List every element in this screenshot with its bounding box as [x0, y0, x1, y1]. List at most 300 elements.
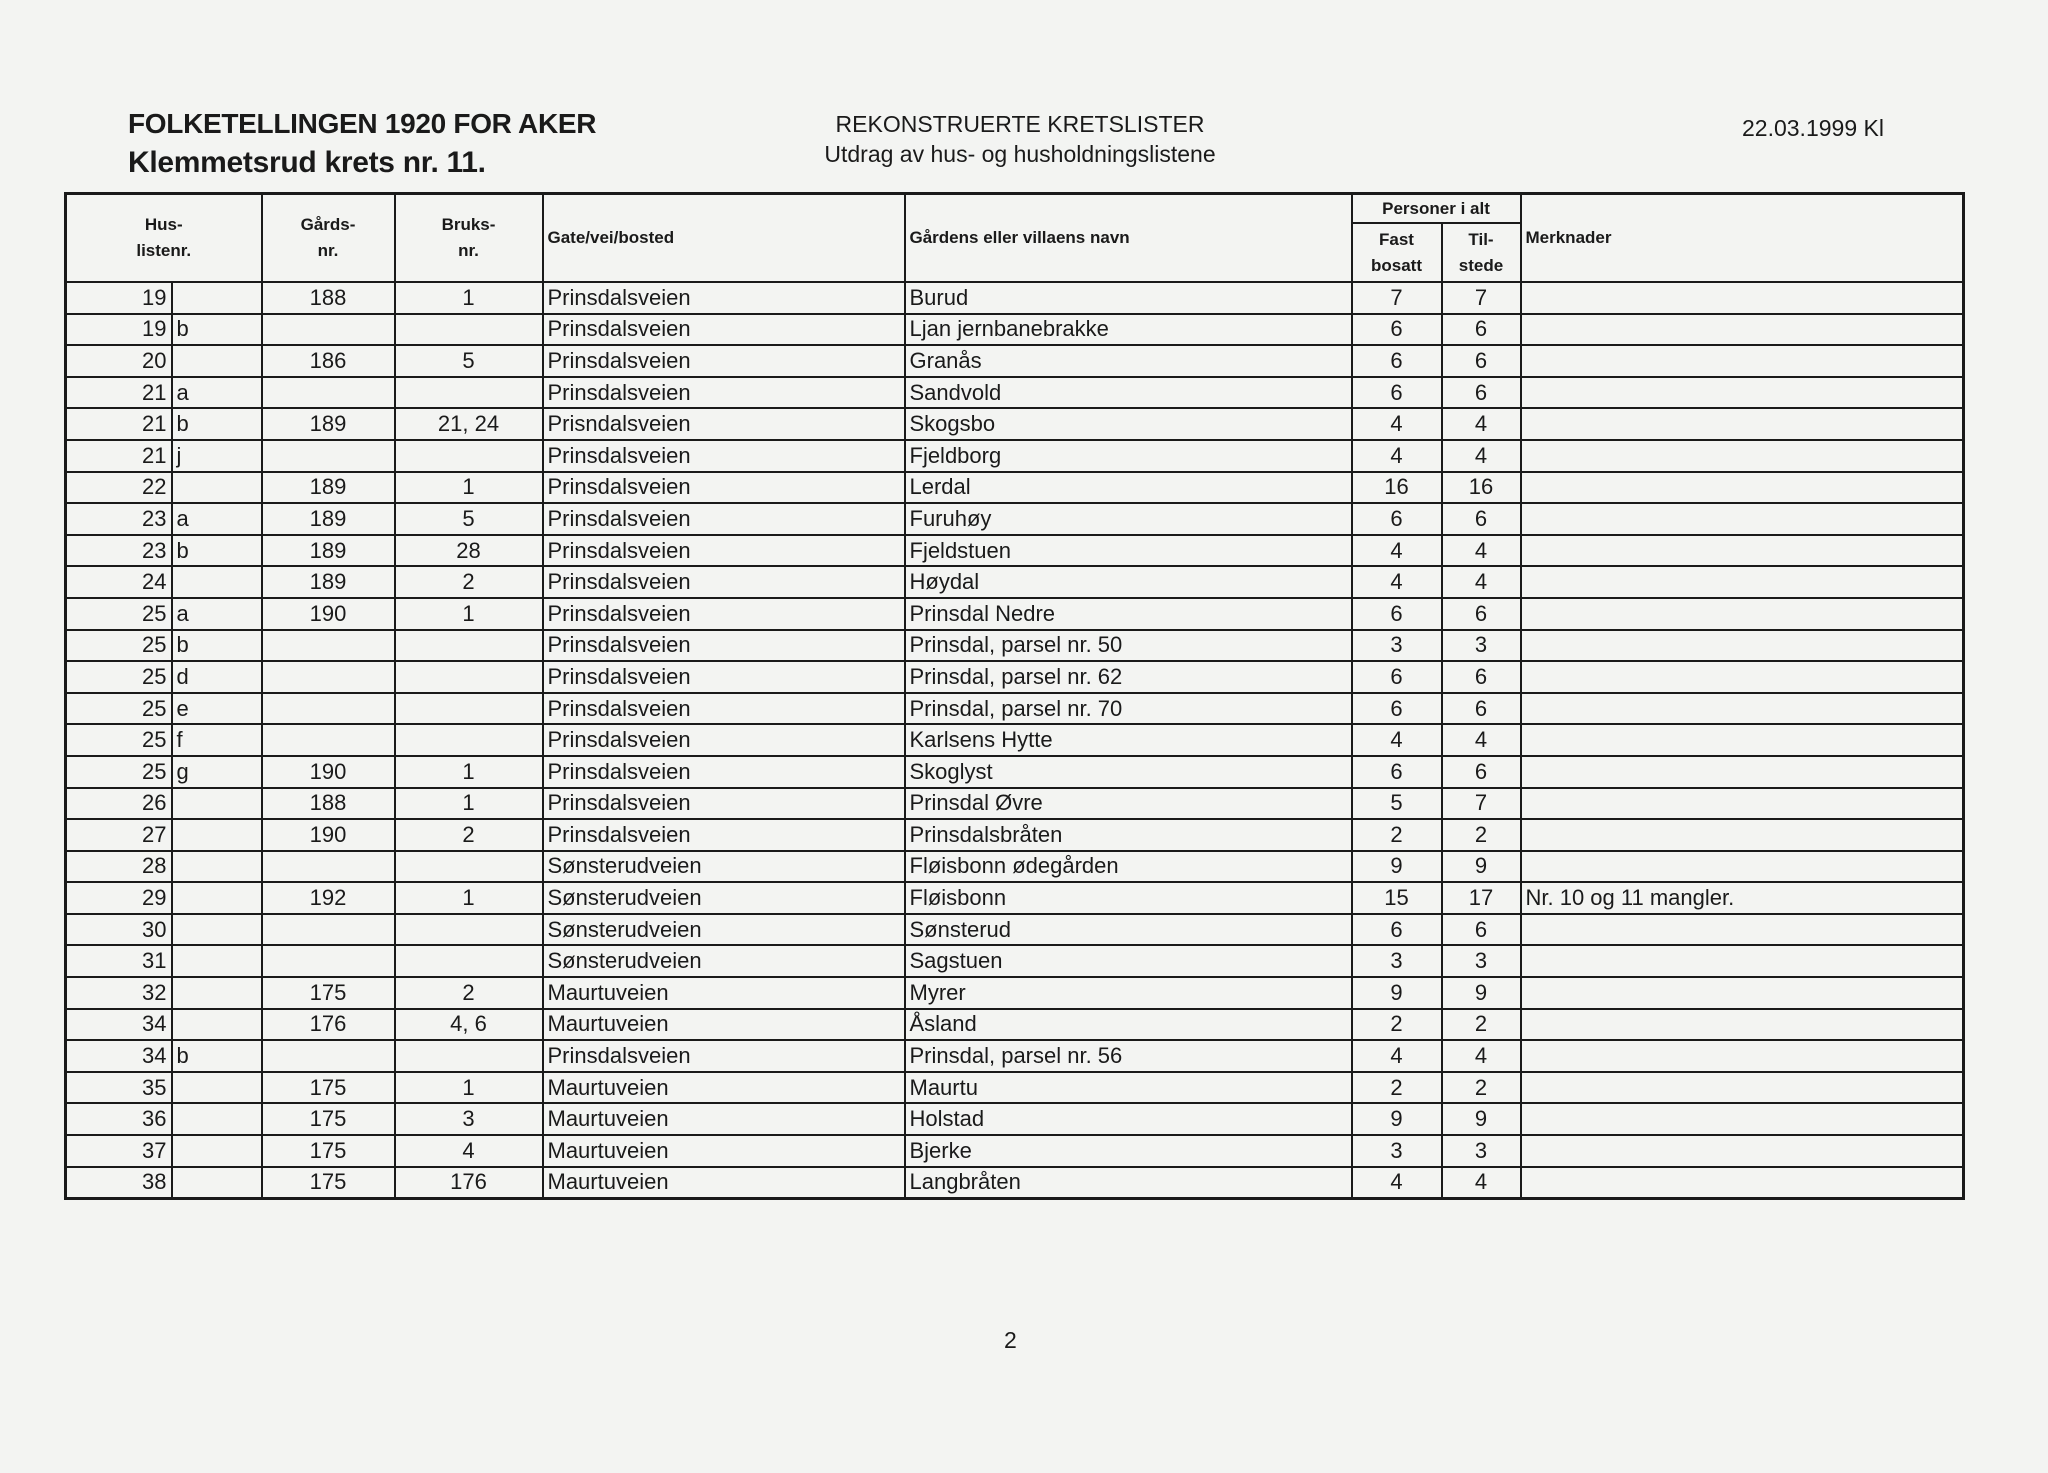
- cell-navn: Fjeldborg: [905, 440, 1352, 472]
- cell-merknader: [1521, 788, 1964, 820]
- cell-navn: Sandvold: [905, 377, 1352, 409]
- cell-hus-nr: 25: [66, 693, 172, 725]
- cell-fast-bosatt: 6: [1352, 345, 1442, 377]
- cell-gards-nr: 175: [262, 1167, 395, 1199]
- cell-bruks-nr: 4, 6: [395, 1009, 543, 1041]
- cell-fast-bosatt: 4: [1352, 440, 1442, 472]
- cell-gards-nr: 188: [262, 788, 395, 820]
- table-header: [66, 194, 1964, 283]
- cell-fast-bosatt: 9: [1352, 851, 1442, 883]
- cell-gards-nr: [262, 693, 395, 725]
- cell-gate: Prinsdalsveien: [543, 377, 905, 409]
- cell-merknader: [1521, 1072, 1964, 1104]
- cell-navn: Maurtu: [905, 1072, 1352, 1104]
- cell-til-stede: 6: [1442, 661, 1521, 693]
- column-header-hus-listenr: Hus- listenr.: [66, 194, 262, 283]
- table-row: [66, 472, 1964, 504]
- cell-hus-suffix: [172, 1009, 262, 1041]
- cell-hus-nr: 28: [66, 851, 172, 883]
- table-row: [66, 503, 1964, 535]
- cell-hus-suffix: [172, 1135, 262, 1167]
- cell-gate: Prinsdalsveien: [543, 598, 905, 630]
- cell-hus-nr: 21: [66, 377, 172, 409]
- cell-merknader: [1521, 408, 1964, 440]
- cell-bruks-nr: 4: [395, 1135, 543, 1167]
- cell-merknader: [1521, 661, 1964, 693]
- table-row: [66, 1135, 1964, 1167]
- cell-gate: Prinsdalsveien: [543, 724, 905, 756]
- cell-hus-nr: 32: [66, 977, 172, 1009]
- cell-navn: Sagstuen: [905, 945, 1352, 977]
- cell-til-stede: 7: [1442, 282, 1521, 314]
- cell-merknader: [1521, 724, 1964, 756]
- table-row: [66, 661, 1964, 693]
- cell-hus-nr: 29: [66, 882, 172, 914]
- cell-bruks-nr: 1: [395, 756, 543, 788]
- cell-hus-nr: 25: [66, 630, 172, 662]
- table-row: [66, 977, 1964, 1009]
- cell-merknader: [1521, 282, 1964, 314]
- cell-hus-suffix: g: [172, 756, 262, 788]
- cell-gards-nr: 192: [262, 882, 395, 914]
- cell-hus-nr: 31: [66, 945, 172, 977]
- cell-merknader: [1521, 472, 1964, 504]
- cell-hus-suffix: [172, 882, 262, 914]
- cell-hus-nr: 22: [66, 472, 172, 504]
- table-row: [66, 408, 1964, 440]
- cell-til-stede: 4: [1442, 440, 1521, 472]
- cell-merknader: [1521, 914, 1964, 946]
- cell-bruks-nr: [395, 630, 543, 662]
- cell-hus-suffix: [172, 788, 262, 820]
- cell-gate: Prinsdalsveien: [543, 819, 905, 851]
- cell-hus-nr: 26: [66, 788, 172, 820]
- cell-navn: Høydal: [905, 566, 1352, 598]
- table-row: [66, 914, 1964, 946]
- cell-fast-bosatt: 2: [1352, 1009, 1442, 1041]
- cell-gate: Maurtuveien: [543, 1167, 905, 1199]
- cell-gards-nr: 189: [262, 535, 395, 567]
- cell-gards-nr: 189: [262, 503, 395, 535]
- cell-gards-nr: 190: [262, 819, 395, 851]
- cell-hus-suffix: [172, 282, 262, 314]
- cell-gate: Prinsdalsveien: [543, 440, 905, 472]
- cell-gards-nr: 175: [262, 1103, 395, 1135]
- cell-fast-bosatt: 6: [1352, 503, 1442, 535]
- cell-gate: Maurtuveien: [543, 1103, 905, 1135]
- cell-navn: Prinsdal Nedre: [905, 598, 1352, 630]
- cell-fast-bosatt: 6: [1352, 914, 1442, 946]
- cell-gate: Prinsdalsveien: [543, 282, 905, 314]
- cell-merknader: [1521, 503, 1964, 535]
- cell-til-stede: 6: [1442, 377, 1521, 409]
- cell-gate: Prinsdalsveien: [543, 314, 905, 346]
- table-row: [66, 282, 1964, 314]
- cell-til-stede: 3: [1442, 1135, 1521, 1167]
- cell-navn: Karlsens Hytte: [905, 724, 1352, 756]
- table-row: [66, 598, 1964, 630]
- cell-merknader: [1521, 851, 1964, 883]
- cell-hus-suffix: j: [172, 440, 262, 472]
- cell-til-stede: 6: [1442, 314, 1521, 346]
- cell-hus-nr: 21: [66, 440, 172, 472]
- cell-bruks-nr: 1: [395, 1072, 543, 1104]
- cell-merknader: [1521, 1135, 1964, 1167]
- cell-hus-suffix: b: [172, 630, 262, 662]
- cell-bruks-nr: 2: [395, 819, 543, 851]
- cell-fast-bosatt: 4: [1352, 535, 1442, 567]
- cell-merknader: [1521, 1103, 1964, 1135]
- page-number: 2: [1004, 1327, 1017, 1353]
- cell-gards-nr: [262, 440, 395, 472]
- cell-hus-suffix: [172, 977, 262, 1009]
- cell-til-stede: 6: [1442, 914, 1521, 946]
- cell-gards-nr: 176: [262, 1009, 395, 1041]
- cell-gate: Prinsdalsveien: [543, 661, 905, 693]
- cell-gards-nr: 190: [262, 598, 395, 630]
- cell-bruks-nr: 28: [395, 535, 543, 567]
- cell-gate: Sønsterudveien: [543, 882, 905, 914]
- cell-navn: Granås: [905, 345, 1352, 377]
- cell-bruks-nr: [395, 693, 543, 725]
- cell-navn: Holstad: [905, 1103, 1352, 1135]
- cell-navn: Prinsdal, parsel nr. 62: [905, 661, 1352, 693]
- cell-hus-nr: 19: [66, 314, 172, 346]
- cell-navn: Prinsdal Øvre: [905, 788, 1352, 820]
- cell-gate: Prisndalsveien: [543, 408, 905, 440]
- cell-gate: Prinsdalsveien: [543, 472, 905, 504]
- cell-til-stede: 4: [1442, 535, 1521, 567]
- cell-bruks-nr: [395, 851, 543, 883]
- cell-merknader: [1521, 345, 1964, 377]
- cell-hus-suffix: [172, 1072, 262, 1104]
- table-row: [66, 788, 1964, 820]
- cell-fast-bosatt: 3: [1352, 630, 1442, 662]
- table-row: [66, 756, 1964, 788]
- cell-hus-suffix: [172, 851, 262, 883]
- cell-gate: Maurtuveien: [543, 977, 905, 1009]
- column-header-fast-bosatt: Fast bosatt: [1352, 223, 1442, 282]
- table-row: [66, 1040, 1964, 1072]
- cell-hus-suffix: [172, 345, 262, 377]
- cell-til-stede: 6: [1442, 503, 1521, 535]
- cell-navn: Fjeldstuen: [905, 535, 1352, 567]
- cell-hus-suffix: a: [172, 503, 262, 535]
- table-row: [66, 377, 1964, 409]
- cell-gards-nr: 188: [262, 282, 395, 314]
- cell-merknader: [1521, 819, 1964, 851]
- cell-merknader: [1521, 693, 1964, 725]
- cell-hus-nr: 20: [66, 345, 172, 377]
- table-row: [66, 440, 1964, 472]
- cell-merknader: [1521, 756, 1964, 788]
- cell-hus-suffix: b: [172, 314, 262, 346]
- cell-bruks-nr: [395, 724, 543, 756]
- census-table: [64, 192, 1965, 1200]
- table-row: [66, 566, 1964, 598]
- cell-hus-suffix: a: [172, 377, 262, 409]
- table-row: [66, 1009, 1964, 1041]
- cell-merknader: Nr. 10 og 11 mangler.: [1521, 882, 1964, 914]
- cell-hus-nr: 19: [66, 282, 172, 314]
- cell-bruks-nr: 1: [395, 472, 543, 504]
- cell-til-stede: 9: [1442, 1103, 1521, 1135]
- cell-hus-nr: 36: [66, 1103, 172, 1135]
- cell-gate: Prinsdalsveien: [543, 503, 905, 535]
- cell-hus-nr: 34: [66, 1009, 172, 1041]
- cell-fast-bosatt: 3: [1352, 945, 1442, 977]
- column-header-gate: Gate/vei/bosted: [543, 194, 905, 283]
- cell-fast-bosatt: 9: [1352, 1103, 1442, 1135]
- cell-navn: Sønsterud: [905, 914, 1352, 946]
- cell-gards-nr: 190: [262, 756, 395, 788]
- cell-gards-nr: 186: [262, 345, 395, 377]
- cell-hus-nr: 25: [66, 724, 172, 756]
- cell-hus-suffix: b: [172, 1040, 262, 1072]
- cell-hus-nr: 34: [66, 1040, 172, 1072]
- cell-bruks-nr: [395, 914, 543, 946]
- center-subheading: Utdrag av hus- og husholdningslistene: [824, 141, 1216, 167]
- cell-hus-suffix: a: [172, 598, 262, 630]
- cell-fast-bosatt: 7: [1352, 282, 1442, 314]
- cell-fast-bosatt: 2: [1352, 1072, 1442, 1104]
- cell-til-stede: 7: [1442, 788, 1521, 820]
- cell-bruks-nr: 5: [395, 503, 543, 535]
- table-row: [66, 724, 1964, 756]
- cell-gate: Maurtuveien: [543, 1072, 905, 1104]
- cell-bruks-nr: 1: [395, 882, 543, 914]
- document-title: FOLKETELLINGEN 1920 FOR AKER: [128, 108, 597, 139]
- cell-gards-nr: [262, 630, 395, 662]
- cell-gate: Prinsdalsveien: [543, 535, 905, 567]
- cell-hus-nr: 25: [66, 756, 172, 788]
- cell-fast-bosatt: 6: [1352, 693, 1442, 725]
- cell-gards-nr: [262, 1040, 395, 1072]
- table-row: [66, 630, 1964, 662]
- cell-hus-nr: 21: [66, 408, 172, 440]
- cell-hus-nr: 35: [66, 1072, 172, 1104]
- cell-fast-bosatt: 15: [1352, 882, 1442, 914]
- cell-til-stede: 4: [1442, 566, 1521, 598]
- cell-gate: Prinsdalsveien: [543, 1040, 905, 1072]
- table-row: [66, 345, 1964, 377]
- cell-gards-nr: [262, 945, 395, 977]
- table-body: [66, 282, 1964, 1199]
- cell-navn: Skogsbo: [905, 408, 1352, 440]
- column-header-bruks-nr: Bruks- nr.: [395, 194, 543, 283]
- cell-fast-bosatt: 5: [1352, 788, 1442, 820]
- table-row: [66, 945, 1964, 977]
- cell-gards-nr: [262, 377, 395, 409]
- cell-gate: Sønsterudveien: [543, 851, 905, 883]
- cell-bruks-nr: 1: [395, 788, 543, 820]
- cell-merknader: [1521, 535, 1964, 567]
- cell-bruks-nr: 5: [395, 345, 543, 377]
- cell-gate: Maurtuveien: [543, 1135, 905, 1167]
- table-row: [66, 819, 1964, 851]
- cell-merknader: [1521, 977, 1964, 1009]
- table-row: [66, 1103, 1964, 1135]
- cell-hus-suffix: d: [172, 661, 262, 693]
- cell-merknader: [1521, 440, 1964, 472]
- cell-hus-suffix: [172, 1167, 262, 1199]
- cell-til-stede: 6: [1442, 756, 1521, 788]
- cell-gate: Sønsterudveien: [543, 945, 905, 977]
- cell-gards-nr: 189: [262, 408, 395, 440]
- cell-til-stede: 9: [1442, 977, 1521, 1009]
- cell-merknader: [1521, 945, 1964, 977]
- cell-gards-nr: 175: [262, 1135, 395, 1167]
- cell-hus-nr: 30: [66, 914, 172, 946]
- cell-gards-nr: 189: [262, 566, 395, 598]
- table-row: [66, 1167, 1964, 1199]
- cell-til-stede: 16: [1442, 472, 1521, 504]
- cell-hus-suffix: [172, 914, 262, 946]
- cell-hus-nr: 37: [66, 1135, 172, 1167]
- cell-navn: Burud: [905, 282, 1352, 314]
- cell-bruks-nr: 3: [395, 1103, 543, 1135]
- cell-bruks-nr: 1: [395, 282, 543, 314]
- column-header-gards-nr: Gårds- nr.: [262, 194, 395, 283]
- cell-navn: Åsland: [905, 1009, 1352, 1041]
- cell-navn: Prinsdal, parsel nr. 50: [905, 630, 1352, 662]
- cell-bruks-nr: 2: [395, 566, 543, 598]
- cell-bruks-nr: [395, 661, 543, 693]
- cell-merknader: [1521, 314, 1964, 346]
- cell-merknader: [1521, 598, 1964, 630]
- cell-til-stede: 4: [1442, 1167, 1521, 1199]
- cell-til-stede: 6: [1442, 345, 1521, 377]
- table-row: [66, 851, 1964, 883]
- cell-navn: Prinsdal, parsel nr. 70: [905, 693, 1352, 725]
- cell-fast-bosatt: 4: [1352, 408, 1442, 440]
- cell-til-stede: 6: [1442, 598, 1521, 630]
- cell-navn: Bjerke: [905, 1135, 1352, 1167]
- cell-bruks-nr: [395, 377, 543, 409]
- cell-gate: Prinsdalsveien: [543, 788, 905, 820]
- document-date: 22.03.1999 Kl: [1742, 115, 1884, 141]
- cell-merknader: [1521, 630, 1964, 662]
- cell-fast-bosatt: 6: [1352, 661, 1442, 693]
- cell-til-stede: 3: [1442, 945, 1521, 977]
- cell-gate: Prinsdalsveien: [543, 693, 905, 725]
- cell-bruks-nr: 1: [395, 598, 543, 630]
- cell-til-stede: 17: [1442, 882, 1521, 914]
- table-row: [66, 882, 1964, 914]
- cell-hus-nr: 27: [66, 819, 172, 851]
- cell-bruks-nr: [395, 1040, 543, 1072]
- cell-hus-nr: 25: [66, 661, 172, 693]
- cell-navn: Ljan jernbanebrakke: [905, 314, 1352, 346]
- cell-hus-nr: 38: [66, 1167, 172, 1199]
- cell-navn: Prinsdal, parsel nr. 56: [905, 1040, 1352, 1072]
- cell-til-stede: 4: [1442, 1040, 1521, 1072]
- cell-bruks-nr: [395, 945, 543, 977]
- cell-hus-nr: 24: [66, 566, 172, 598]
- cell-merknader: [1521, 566, 1964, 598]
- cell-bruks-nr: 21, 24: [395, 408, 543, 440]
- cell-hus-suffix: f: [172, 724, 262, 756]
- cell-navn: Fløisbonn ødegården: [905, 851, 1352, 883]
- cell-fast-bosatt: 2: [1352, 819, 1442, 851]
- cell-gards-nr: [262, 914, 395, 946]
- cell-fast-bosatt: 3: [1352, 1135, 1442, 1167]
- cell-fast-bosatt: 4: [1352, 724, 1442, 756]
- cell-bruks-nr: 176: [395, 1167, 543, 1199]
- cell-fast-bosatt: 4: [1352, 566, 1442, 598]
- cell-merknader: [1521, 1040, 1964, 1072]
- cell-gards-nr: [262, 661, 395, 693]
- center-heading: REKONSTRUERTE KRETSLISTER: [835, 111, 1205, 137]
- column-header-til-stede: Til- stede: [1442, 223, 1521, 282]
- cell-hus-nr: 25: [66, 598, 172, 630]
- cell-til-stede: 9: [1442, 851, 1521, 883]
- cell-gate: Prinsdalsveien: [543, 566, 905, 598]
- cell-fast-bosatt: 6: [1352, 756, 1442, 788]
- table-row: [66, 314, 1964, 346]
- cell-hus-nr: 23: [66, 535, 172, 567]
- cell-gate: Prinsdalsveien: [543, 630, 905, 662]
- cell-navn: Fløisbonn: [905, 882, 1352, 914]
- cell-hus-suffix: b: [172, 408, 262, 440]
- cell-gate: Sønsterudveien: [543, 914, 905, 946]
- cell-gards-nr: 189: [262, 472, 395, 504]
- cell-fast-bosatt: 4: [1352, 1167, 1442, 1199]
- cell-hus-suffix: [172, 819, 262, 851]
- cell-til-stede: 3: [1442, 630, 1521, 662]
- cell-gards-nr: [262, 314, 395, 346]
- column-header-merknader: Merknader: [1521, 194, 1964, 283]
- cell-navn: Prinsdalsbråten: [905, 819, 1352, 851]
- cell-fast-bosatt: 6: [1352, 377, 1442, 409]
- document-subtitle: Klemmetsrud krets nr. 11.: [128, 146, 486, 179]
- cell-gards-nr: [262, 724, 395, 756]
- cell-til-stede: 6: [1442, 693, 1521, 725]
- cell-merknader: [1521, 377, 1964, 409]
- cell-hus-suffix: [172, 566, 262, 598]
- cell-fast-bosatt: 16: [1352, 472, 1442, 504]
- cell-gate: Prinsdalsveien: [543, 345, 905, 377]
- cell-merknader: [1521, 1009, 1964, 1041]
- cell-hus-suffix: [172, 945, 262, 977]
- cell-fast-bosatt: 9: [1352, 977, 1442, 1009]
- cell-bruks-nr: 2: [395, 977, 543, 1009]
- cell-gards-nr: 175: [262, 977, 395, 1009]
- cell-til-stede: 2: [1442, 819, 1521, 851]
- table-row: [66, 535, 1964, 567]
- column-header-navn: Gårdens eller villaens navn: [905, 194, 1352, 283]
- cell-hus-suffix: e: [172, 693, 262, 725]
- cell-gards-nr: [262, 851, 395, 883]
- cell-fast-bosatt: 6: [1352, 314, 1442, 346]
- cell-gate: Maurtuveien: [543, 1009, 905, 1041]
- cell-gate: Prinsdalsveien: [543, 756, 905, 788]
- table-row: [66, 1072, 1964, 1104]
- cell-fast-bosatt: 4: [1352, 1040, 1442, 1072]
- cell-hus-suffix: [172, 1103, 262, 1135]
- cell-bruks-nr: [395, 440, 543, 472]
- cell-navn: Furuhøy: [905, 503, 1352, 535]
- cell-navn: Langbråten: [905, 1167, 1352, 1199]
- cell-hus-nr: 23: [66, 503, 172, 535]
- cell-hus-suffix: b: [172, 535, 262, 567]
- cell-navn: Myrer: [905, 977, 1352, 1009]
- cell-navn: Lerdal: [905, 472, 1352, 504]
- cell-fast-bosatt: 6: [1352, 598, 1442, 630]
- cell-hus-suffix: [172, 472, 262, 504]
- cell-til-stede: 4: [1442, 724, 1521, 756]
- cell-til-stede: 2: [1442, 1072, 1521, 1104]
